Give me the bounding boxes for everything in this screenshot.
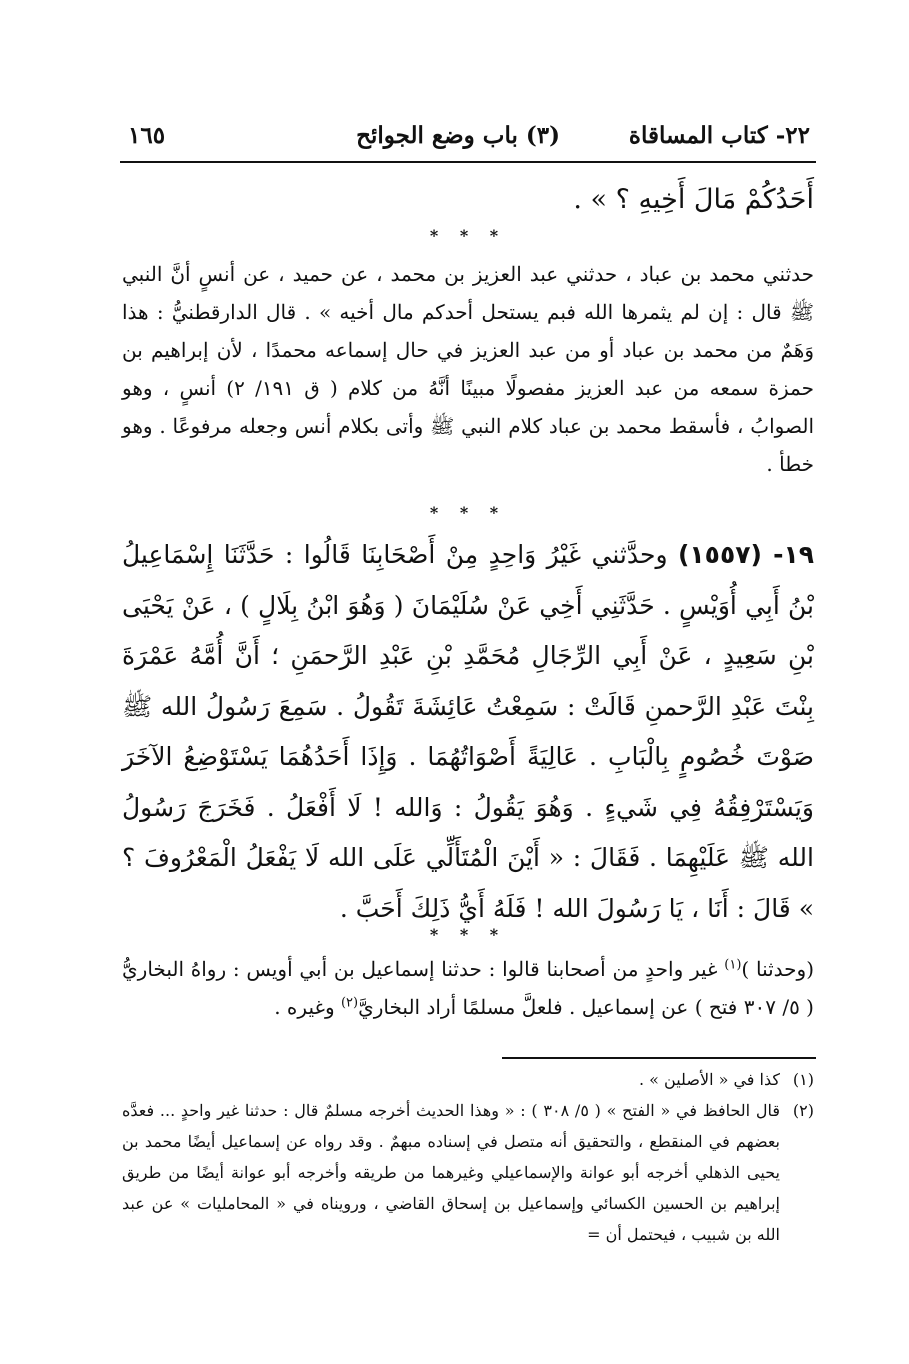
hadith-text (122, 530, 814, 934)
header-divider (120, 161, 816, 163)
page-number: ١٦٥ (128, 122, 166, 149)
hadith-continuation: أَحَدُكُمْ مَالَ أَخِيهِ ؟ » . (573, 184, 814, 215)
commentary-paragraph: حدثني محمد بن عباد ، حدثني عبد العزيز بن محمد ، عن حميد ، عن أنسٍ أنَّ النبي ﷺ قال : إن لم يثمرها الله فبم يستحل أحدكم مال أخيه » . قال الدارقطنيُّ : هذا وَهَمٌ من محمد بن عباد أو من عبد العزيز في حال إسماعه محمدًا ، لأن إبراهيم بن حمزة سمعه من عبد العزيز مفصولًا مبينًا أنَّهُ من كلام ( ق ١٩١/ ٢) أنسٍ ، وهو الصوابُ ، فأسقط محمد بن عباد كلام النبي ﷺ وأتى بكلام أنس وجعله مرفوعًا . وهو خطأ . (122, 262, 814, 476)
chapter-title: ٢٢- كتاب المساقاة (628, 122, 810, 149)
footnotes (122, 1064, 814, 1250)
section-separator: * * * (429, 503, 507, 522)
footnote (122, 1064, 814, 1095)
section-separator: * * * (429, 925, 507, 944)
footnote-number: (١) (792, 1070, 814, 1089)
running-header (120, 118, 810, 158)
hadith-number: ١٩- (١٥٥٧) (677, 540, 815, 569)
footnote-divider (502, 1057, 816, 1059)
hadith-body: وحدَّثني غَيْرُ وَاحِدٍ مِنْ أَصْحَابِنَا قَالُوا : حَدَّثَنَا إِسْمَاعِيلُ بْنُ أَبِي أُوَيْسٍ . حَدَّثَنِي أَخِي عَنْ سُلَيْمَانَ ( وَهُوَ ابْنُ بِلَالٍ ) ، عَنْ يَحْيَى بْنِ سَعِيدٍ ، عَنْ أَبِي الرِّجَالِ مُحَمَّدِ بْنِ عَبْدِ الرَّحمَنِ ؛ أَنَّ أُمَّهُ عَمْرَةَ بِنْتَ عَبْدِ الرَّحمنِ قَالَتْ : سَمِعْتُ عَائِشَةَ تَقُولُ . سَمِعَ رَسُولُ الله ﷺ صَوْتَ خُصُومٍ بِالْبَابِ . عَالِيَةً أَصْوَاتُهُمَا . وَإِذَا أَحَدُهُمَا يَسْتَوْضِعُ الآخَرَ وَيَسْتَرْفِقُهُ فِي شَيءٍ . وَهُوَ يَقُولُ : وَالله ! لَا أَفْعَلُ . فَخَرَجَ رَسُولُ الله ﷺ عَلَيْهِمَا . فَقَالَ : « أَيْنَ الْمُتَأَلِّي عَلَى الله لَا يَفْعَلُ الْمَعْرُوفَ ؟ » قَالَ : أَنَا ، يَا رَسُولَ الله ! فَلَهُ أَيُّ ذَلِكَ أَحَبَّ . (122, 540, 814, 923)
commentary-text: (وحدثنا ) (741, 957, 814, 981)
section-title: (٣) باب وضع الجوائح (356, 122, 560, 149)
footnote-text: قال الحافظ في « الفتح » ( ٥/ ٣٠٨ ) : « وهذا الحديث أخرجه مسلمٌ قال : حدثنا غير واحدٍ ... فعدَّه بعضهم في المنقطع ، والتحقيق أنه متصل في إسناده مبهمٌ . وقد رواه عن إسماعيل أيضًا محمد بن يحيى الذهلي أخرجه أبو عوانة والإسماعيلي وغيرهما من طريقه وأخرجه أبو عوانة أيضًا من طريق إبراهيم بن الحسين الكسائي وإسماعيل بن إسحاق القاضي ، ورويناه في « المحامليات » عن عبد الله بن شبيب ، فيحتمل أن = (122, 1101, 781, 1244)
commentary-text: غير واحدٍ من أصحابنا قالوا : حدثنا إسماعيل بن أبي أويس : رواهُ البخاريُّ ( ٥/ ٣٠٧ فتح ) عن إسماعيل . فلعلَّ مسلمًا أراد البخاريَّ (122, 957, 814, 1019)
footnote (122, 1095, 814, 1250)
commentary-paragraph (122, 950, 814, 1026)
footnote-ref: (٢) (340, 995, 359, 1011)
footnote-ref: (١) (724, 957, 742, 973)
footnote-text: كذا في « الأصلين » . (639, 1070, 780, 1089)
commentary-text: وغيره . (274, 995, 341, 1019)
footnote-number: (٢) (792, 1101, 814, 1120)
section-separator: * * * (429, 226, 507, 245)
